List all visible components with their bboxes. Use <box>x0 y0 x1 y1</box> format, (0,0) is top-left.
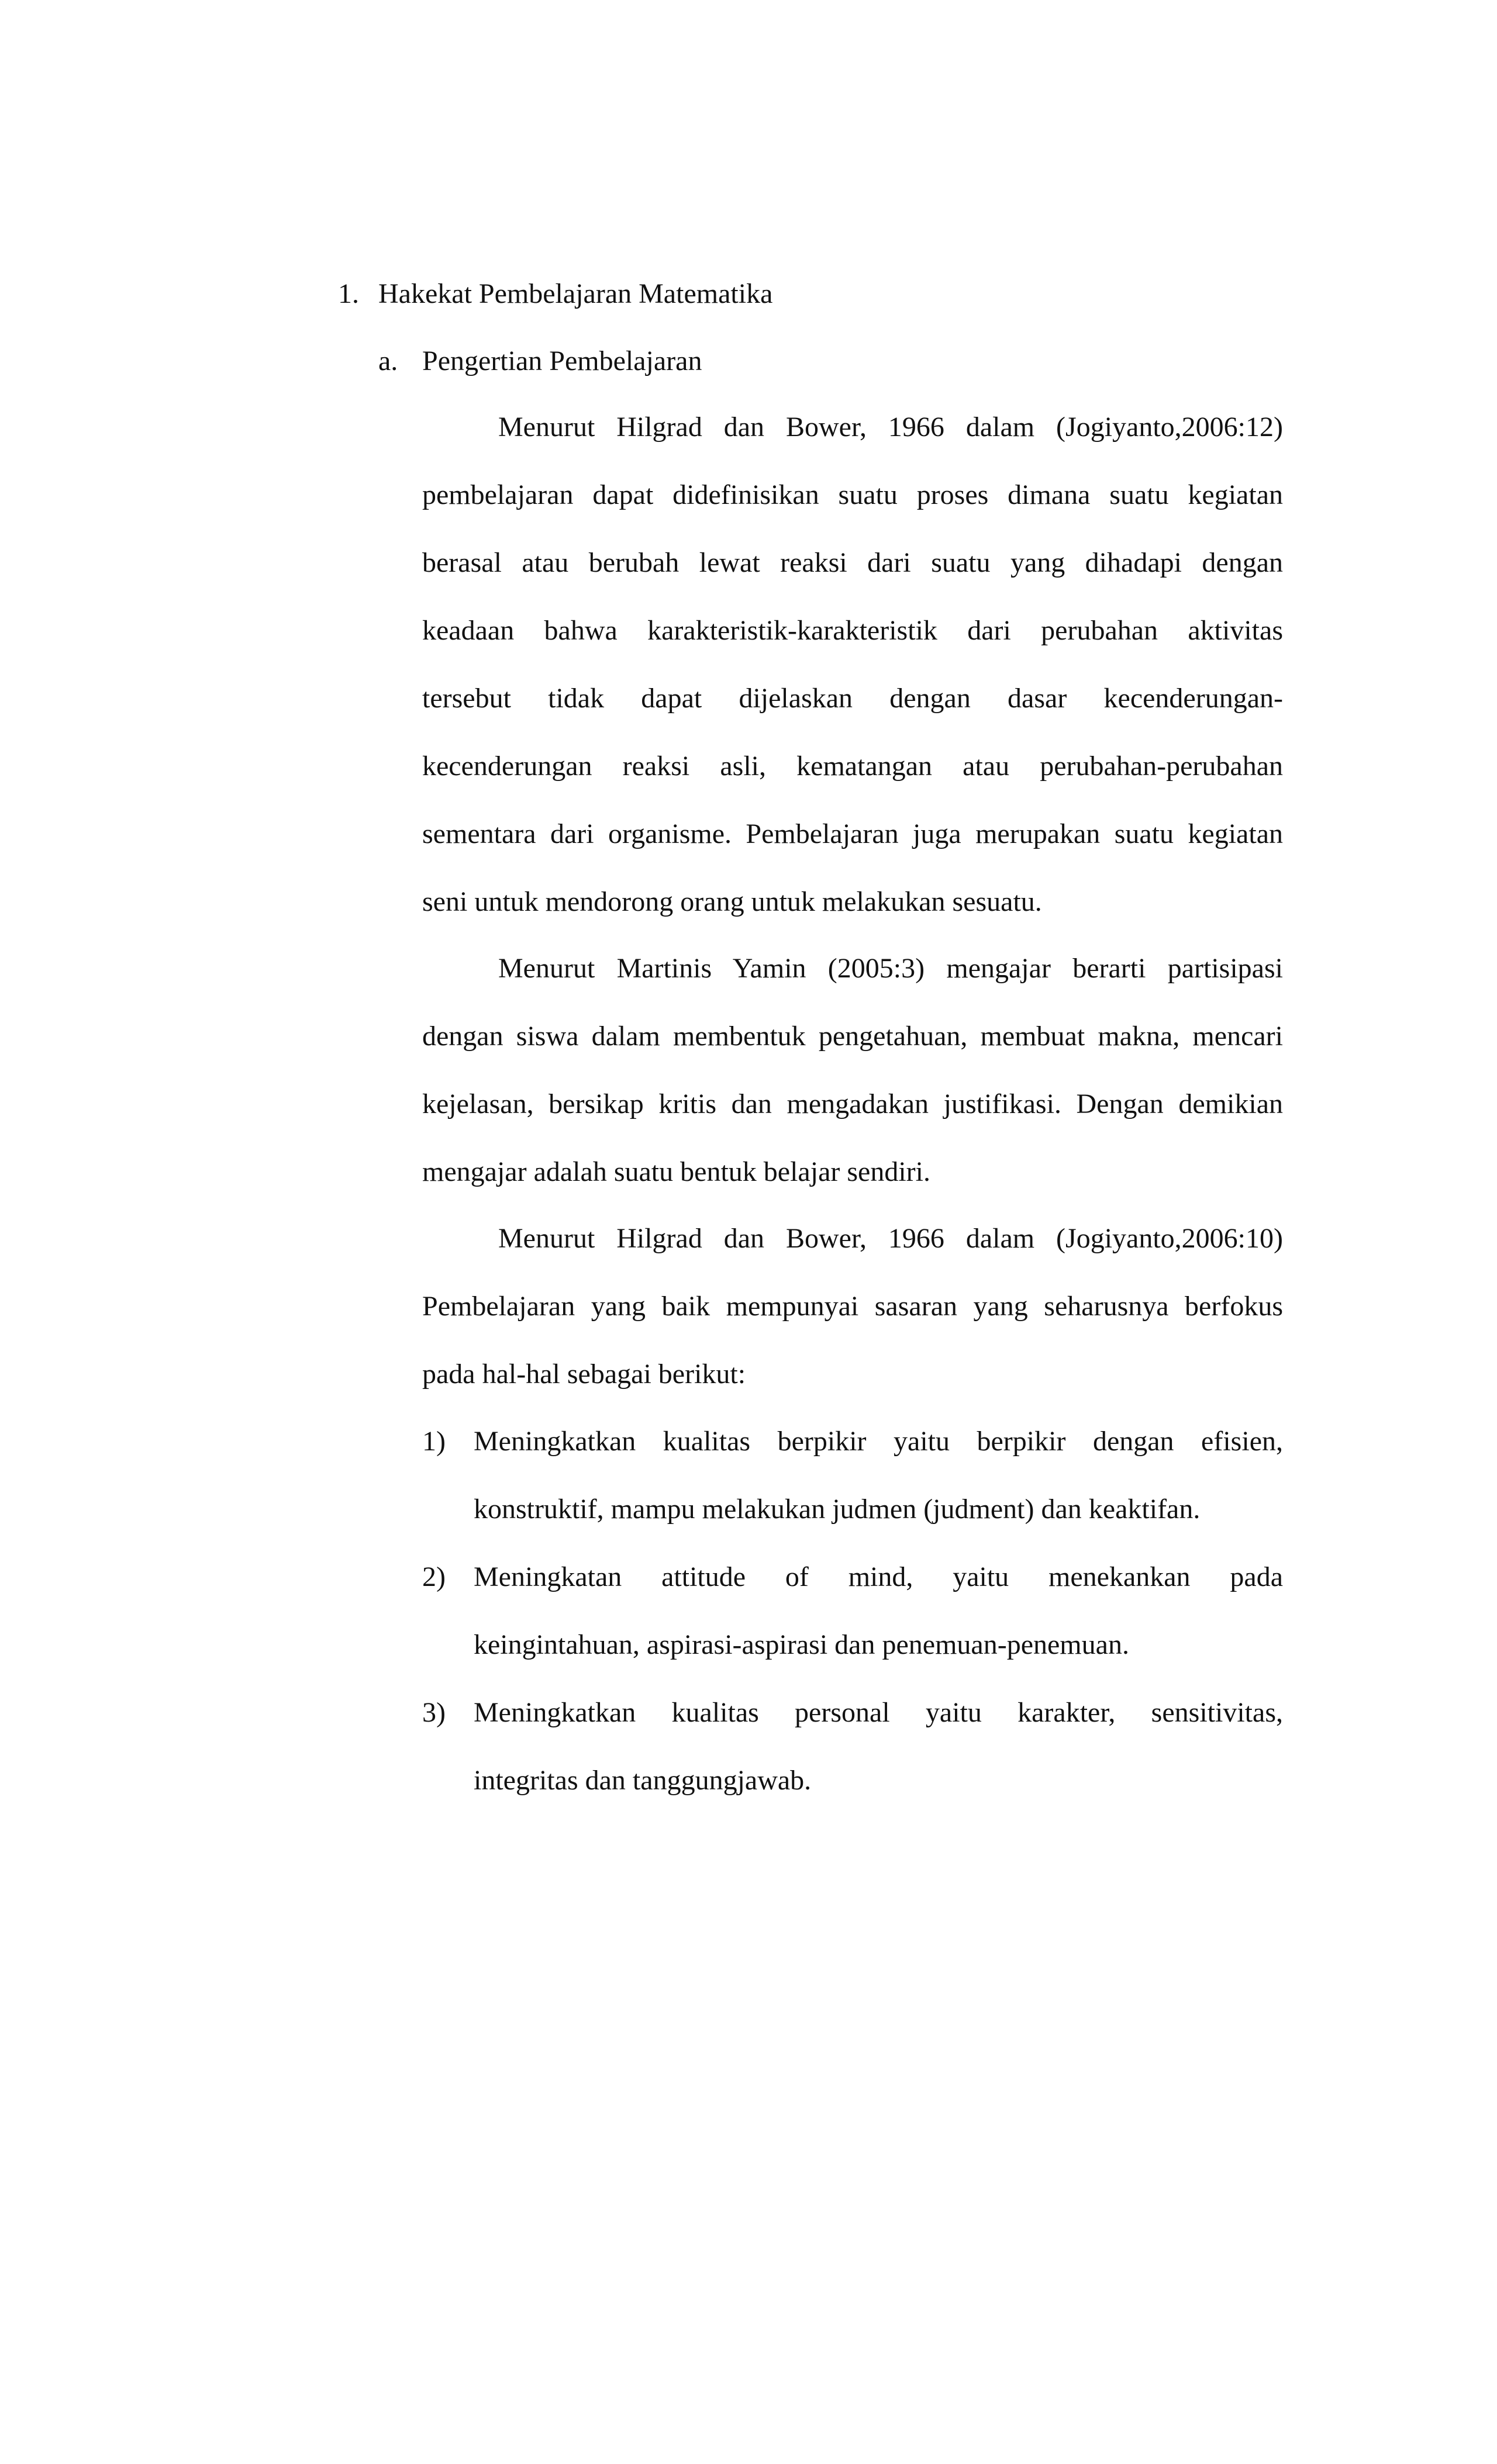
paragraph-line: kejelasan, bersikap kritis dan mengadakan justifikasi. Dengan demikian <box>422 1088 1283 1119</box>
paragraph-line: Menurut Hilgrad dan Bower, 1966 dalam (Jogiyanto,2006:12) <box>498 412 1283 443</box>
paragraph-line: kecenderungan reaksi asli, kematangan atau perubahan-perubahan <box>422 751 1283 782</box>
paragraph-line: pembelajaran dapat didefinisikan suatu proses dimana suatu kegiatan <box>422 479 1283 510</box>
subsection-title: Pengertian Pembelajaran <box>422 345 702 376</box>
paragraph-line: Menurut Martinis Yamin (2005:3) mengajar berarti partisipasi <box>498 953 1283 984</box>
paragraph-line: pada hal-hal sebagai berikut: <box>422 1359 746 1390</box>
paragraph-line: sementara dari organisme. Pembelajaran juga merupakan suatu kegiatan <box>422 818 1283 849</box>
paragraph-line: keadaan bahwa karakteristik-karakteristik dari perubahan aktivitas <box>422 615 1283 646</box>
list-item-line: konstruktif, mampu melakukan judmen (judment) dan keaktifan. <box>474 1494 1201 1525</box>
paragraph-line: Pembelajaran yang baik mempunyai sasaran yang seharusnya berfokus <box>422 1291 1283 1322</box>
list-item-line: integritas dan tanggungjawab. <box>474 1765 812 1796</box>
paragraph-line: Menurut Hilgrad dan Bower, 1966 dalam (Jogiyanto,2006:10) <box>498 1223 1283 1254</box>
paragraph-line: berasal atau berubah lewat reaksi dari suatu yang dihadapi dengan <box>422 547 1283 578</box>
paragraph-line: tersebut tidak dapat dijelaskan dengan dasar kecenderungan- <box>422 683 1283 714</box>
section-number: 1. <box>338 278 359 309</box>
paragraph-line: dengan siswa dalam membentuk pengetahuan, membuat makna, mencari <box>422 1021 1283 1052</box>
paragraph-line: mengajar adalah suatu bentuk belajar sendiri. <box>422 1156 930 1187</box>
subsection-letter: a. <box>378 345 398 376</box>
paragraph-line: seni untuk mendorong orang untuk melakukan sesuatu. <box>422 886 1042 917</box>
list-item-line: Meningkatkan kualitas berpikir yaitu berpikir dengan efisien, <box>474 1426 1283 1457</box>
list-item-line: Meningkatkan kualitas personal yaitu karakter, sensitivitas, <box>474 1697 1283 1728</box>
section-title: Hakekat Pembelajaran Matematika <box>378 278 773 309</box>
list-item-marker: 1) <box>422 1426 446 1457</box>
list-item-line: keingintahuan, aspirasi-aspirasi dan penemuan-penemuan. <box>474 1629 1129 1660</box>
list-item-line: Meningkatan attitude of mind, yaitu menekankan pada <box>474 1561 1283 1592</box>
list-item-marker: 2) <box>422 1561 446 1592</box>
list-item-marker: 3) <box>422 1697 446 1728</box>
